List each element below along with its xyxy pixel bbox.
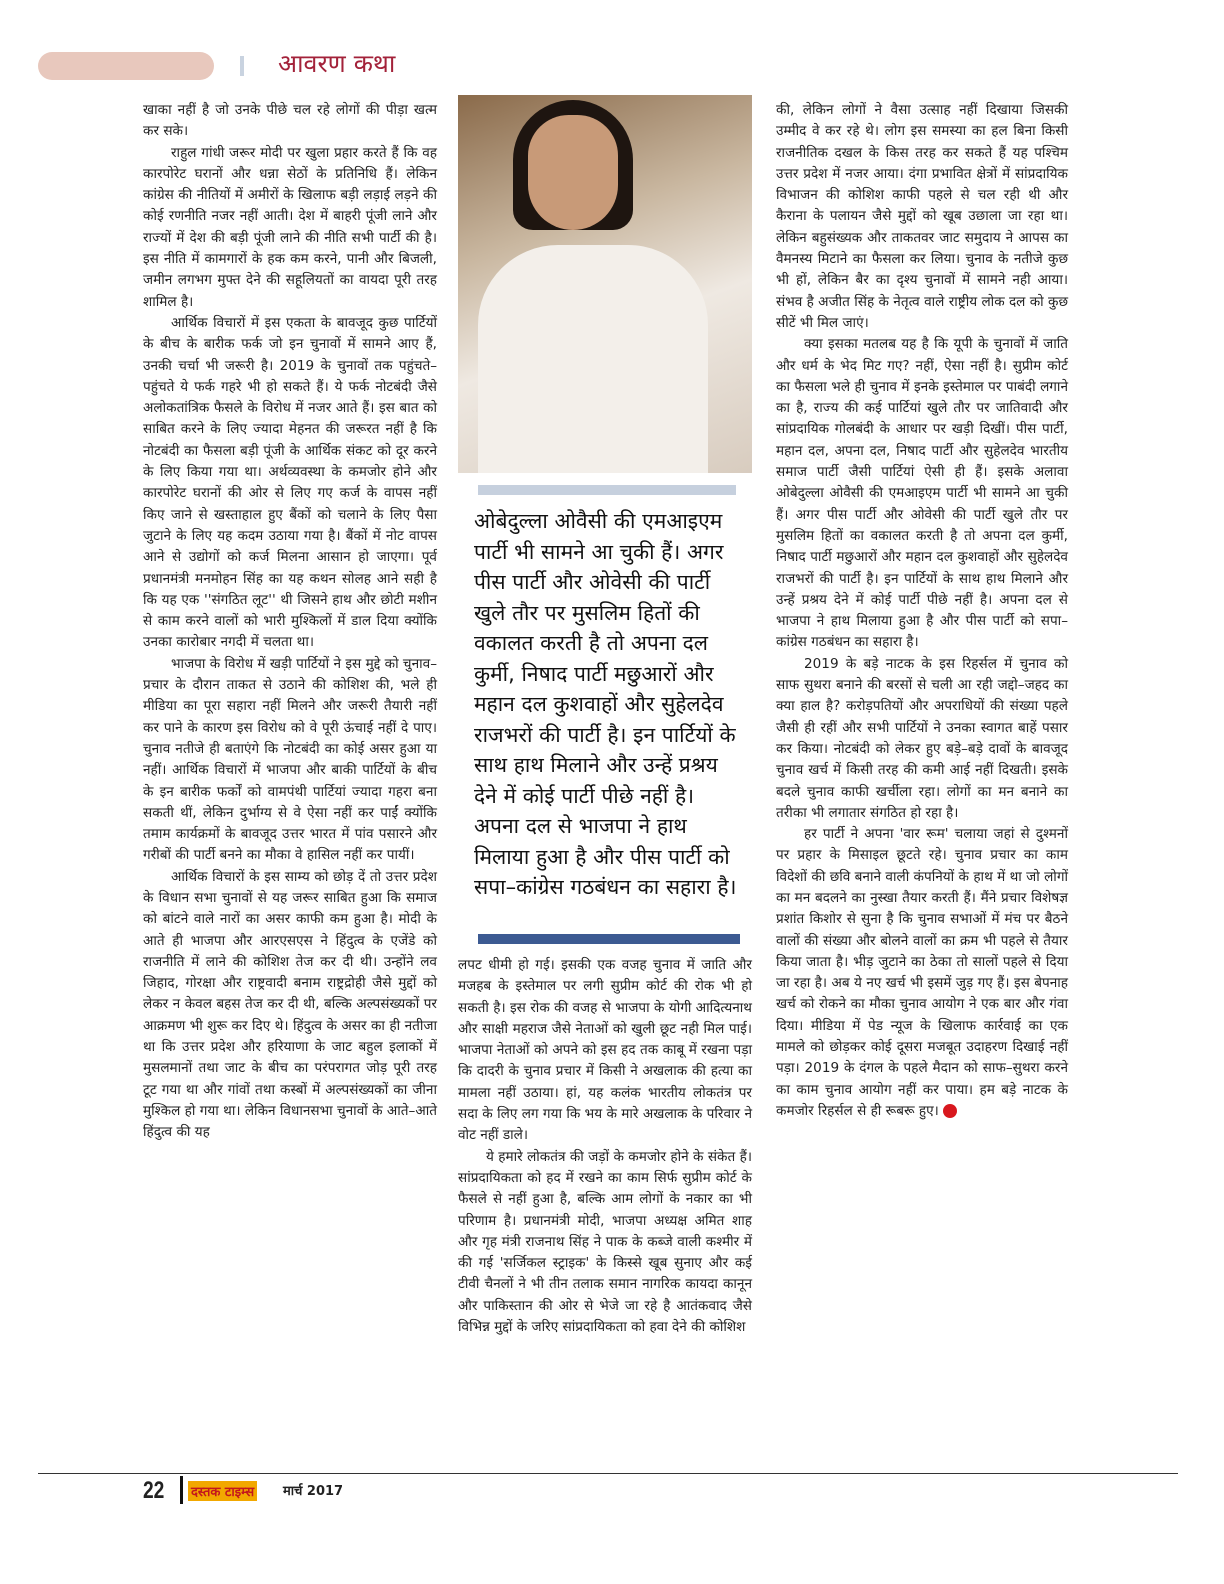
photo-face [528, 115, 618, 230]
page-number: 22 [143, 1477, 165, 1504]
footer-divider [180, 1476, 183, 1504]
paragraph: 2019 के बड़े नाटक के इस रिहर्सल में चुनाव को साफ सुथरा बनाने की बरसों से चली आ रही जद्दो–जहद का क्या हाल है? करोड़पतियों और अपराधियों की संख्या पहले जैसी ही रहीं और सभी पार्टियों ने उनका स्वागत बाहें पसार कर किया। नोटबंदी को लेकर हुए बड़े–बड़े दावों के बावजूद चुनाव खर्च में किसी तरह की कमी आई नहीं दिखती। इसके बदले चुनाव काफी खर्चीला रहा। लोगों का मन बनाने का तरीका भी लगातार संगठित हो रहा है। [776, 655, 1068, 821]
issue-date: मार्च 2017 [283, 1484, 344, 1499]
section-title: आवरण कथा [278, 49, 396, 78]
article-column-3 [776, 100, 1068, 1122]
pull-quote: ओबेदुल्ला ओवैसी की एमआइएम पार्टी भी सामने आ चुकी हैं। अगर पीस पार्टी और ओवेसी की पार्टी खुले तौर पर मुसलिम हितों की वकालत करती है तो अपना दल कुर्मी, निषाद पार्टी मछुआरों और महान दल कुशवाहों और सुहेलदेव राजभरों की पार्टी है। इन पार्टियों के साथ हाथ मिलाने और उन्हें प्रश्रय देने में कोई पार्टी पीछे नहीं है। अपना दल से भाजपा ने हाथ मिलाया हुआ है और पीस पार्टी को सपा–कांग्रेस गठबंधन का सहारा है। [474, 509, 737, 899]
magazine-logo: दस्तक टाइम्स [188, 1481, 257, 1501]
paragraph: आर्थिक विचारों में इस एकता के बावजूद कुछ पार्टियों के बीच के बारीक फर्क जो इन चुनावों में सामने आए हैं, उनकी चर्चा भी जरूरी है। 2019 के चुनावों तक पहुंचते–पहुंचते ये फर्क गहरे भी हो सकते हैं। ये फर्क नोटबंदी जैसे अलोकतांत्रिक फैसले के विरोध में नजर आते हैं। इस बात को साबित करने के लिए ज्यादा मेहनत की जरूरत नहीं है कि नोटबंदी का फैसला बड़ी पूंजी के आर्थिक संकट को दूर करने के लिए किया गया था। अर्थव्यवस्था के कमजोर होने और कारपोरेट घरानों की ओर से लिए गए कर्ज के वापस नहीं किए जाने से खस्ताहाल हुए बैंकों को चलाने के लिए पैसा जुटाने के लिए यह कदम उठाया गया है। बैंकों में नोट वापस आने से उद्योगों को कर्ज मिलना आसान हो जाएगा। पूर्व प्रधानमंत्री मनमोहन सिंह का यह कथन सोलह आने सही है कि यह एक ''संगठित लूट'' थी जिसने हाथ और छोटी मशीन से काम करने वालों को भारी मुश्किलों में डाल दिया क्योंकि उनका कारोबार नगदी में चलता था। [143, 314, 437, 651]
paragraph: आर्थिक विचारों के इस साम्य को छोड़ दें तो उत्तर प्रदेश के विधान सभा चुनावों से यह जरूर साबित हुआ कि समाज को बांटने वाले नारों का असर काफी कम हुआ है। मोदी के आते ही भाजपा और आरएसएस ने हिंदुत्व के एजेंडे को राजनीति में लाने की कोशिश तेज कर दी थी। उन्होंने लव जिहाद, गोरक्षा और राष्ट्रवादी बनाम राष्ट्रद्रोही जैसे मुद्दों को लेकर न केवल बहस तेज कर दी थी, बल्कि अल्पसंख्यकों पर आक्रमण भी शुरू कर दिए थे। हिंदुत्व के असर का ही नतीजा था कि उत्तर प्रदेश और हरियाणा के जाट बहुल इलाकों में मुसलमानों तथा जाट के बीच का परंपरागत जोड़ पूरी तरह टूट गया था और गांवों तथा कस्बों में अल्पसंख्यकों का जीना मुश्किल हो गया था। लेकिन विधानसभा चुनावों के आते–आते हिंदुत्व की यह [143, 868, 437, 1141]
article-column-2 [458, 955, 752, 1338]
paragraph: ये हमारे लोकतंत्र की जड़ों के कमजोर होने के संकेत हैं। सांप्रदायिकता को हद में रखने का काम सिर्फ सुप्रीम कोर्ट के फैसले से नहीं हुआ है, बल्कि आम लोगों के नकार का भी परिणाम है। प्रधानमंत्री मोदी, भाजपा अध्यक्ष अमित शाह और गृह मंत्री राजनाथ सिंह ने पाक के कब्जे वाली कश्मीर में की गई 'सर्जिकल स्ट्राइक' के किस्से खूब सुनाए और कई टीवी चैनलों ने भी तीन तलाक समान नागरिक कायदा कानून और पाकिस्तान की ओर से भेजे जा रहे है आतंकवाद जैसे विभिन्न मुद्दों के जरिए सांप्रदायिकता को हवा देने की कोशिश [458, 1148, 752, 1336]
paragraph: खाका नहीं है जो उनके पीछे चल रहे लोगों की पीड़ा खत्म कर सके। [143, 102, 437, 140]
paragraph [776, 824, 1068, 1122]
paragraph: लपट धीमी हो गई। इसकी एक वजह चुनाव में जाति और मजहब के इस्तेमाल पर लगी सुप्रीम कोर्ट की रोक भी हो सकती है। इस रोक की वजह से भाजपा के योगी आदित्यनाथ और साक्षी महराज जैसे नेताओं को खुली छूट नही मिल पाई। भाजपा नेताओं को अपने को इस हद तक काबू में रखना पड़ा कि दादरी के चुनाव प्रचार में किसी ने अखलाक की हत्या का मामला नहीं उठाया। हां, यह कलंक भारतीय लोकतंत्र पर सदा के लिए लग गया कि भय के मारे अखलाक के परिवार ने वोट नहीं डाले। [458, 957, 752, 1144]
photo-body [478, 245, 708, 473]
footer-rule [38, 1473, 1178, 1474]
header-divider [240, 56, 244, 76]
quote-top-rule [478, 485, 736, 495]
quote-bottom-rule [478, 934, 740, 944]
paragraph-text: हर पार्टी ने अपना 'वार रूम' चलाया जहां से दुश्मनों पर प्रहार के मिसाइल छूटते रहे। चुनाव प्रचार का काम विदेशों की छवि बनाने वाली कंपनियों के हाथ में था जो लोगों का मन बदलने का नुस्खा तैयार करती हैं। मैंने प्रचार विशेषज्ञ प्रशांत किशोर से सुना है कि चुनाव सभाओं में मंच पर बैठने वालों की संख्या और बोलने वालों का क्रम भी पहले से तैयार किया जाता है। भीड़ जुटाने का ठेका तो सालों पहले से दिया जा रहा है। अब ये नए खर्च भी इसमें जुड़ गए हैं। इस बेपनाह खर्च को रोकने का मौका चुनाव आयोग ने एक बार और गंवा दिया। मीडिया में पेड न्यूज के खिलाफ कार्रवाई का एक मामले को छोड़कर कोई दूसरा मजबूत उदाहरण दिखाई नहीं पड़ा। 2019 के दंगल के पहले मैदान को साफ–सुथरा करने का काम चुनाव आयोग नहीं कर पाया। हम बड़े नाटक के कमजोर रिहर्सल से ही रूबरू हुए। [776, 826, 1068, 1119]
paragraph: राहुल गांधी जरूर मोदी पर खुला प्रहार करते हैं कि वह कारपोरेट घरानों और धन्ना सेठों के प्रतिनिधि हैं। लेकिन कांग्रेस की नीतियों में अमीरों के खिलाफ बड़ी लड़ाई लड़ने की कोई रणनीति नजर नहीं आती। देश में बाहरी पूंजी लाने और राज्यों में देश की बड़ी पूंजी लाने की नीति सभी पार्टी की है। इस नीति में कामगारों के हक कम करने, पानी और बिजली, जमीन लगभग मुफ्त देने की सहूलियतों का वायदा पूरी तरह शामिल है। [143, 144, 437, 310]
header-decoration [38, 52, 214, 80]
paragraph: भाजपा के विरोध में खड़ी पार्टियों ने इस मुद्दे को चुनाव–प्रचार के दौरान ताकत से उठाने की कोशिश की, भले ही मीडिया का पूरा सहारा नहीं मिलने और जरूरी तैयारी नहीं कर पाने के कारण इस विरोध को वे पूरी ऊंचाई नहीं दे पाए। चुनाव नतीजे ही बताएंगे कि नोटबंदी का कोई असर हुआ या नहीं। आर्थिक विचारों में भाजपा और बाकी पार्टियों के बीच के इन बारीक फर्कों को वामपंथी पार्टियां ज्यादा गहरा बना सकती थीं, लेकिन दुर्भाग्य से वे ऐसा नहीं कर पाईं क्योंकि तमाम कार्यक्रमों के बावजूद उत्तर भारत में पांव पसारने और गरीबों की पार्टी बनने का मौका वे हासिल नहीं कर पायीं। [143, 655, 437, 864]
portrait-photo [458, 95, 752, 473]
paragraph: की, लेकिन लोगों ने वैसा उत्साह नहीं दिखाया जिसकी उम्मीद वे कर रहे थे। लोग इस समस्या का हल बिना किसी राजनीतिक दखल के किस तरह कर सकते हैं यह पश्चिम उत्तर प्रदेश में नजर आया। दंगा प्रभावित क्षेत्रों में सांप्रदायिक विभाजन की कोशिश काफी पहले से चल रही थी और कैराना के पलायन जैसे मुद्दों को खूब उछाला जा रहा था। लेकिन बहुसंख्यक और ताकतवर जाट समुदाय ने आपस का वैमनस्य मिटाने का फैसला कर लिया। चुनाव के नतीजे कुछ भी हों, लेकिन बैर का दृश्य चुनावों में सामने नही आया। संभव है अजीत सिंह के नेतृत्व वाले राष्ट्रीय लोक दल को कुछ सीटें भी मिल जाएं। [776, 102, 1068, 331]
paragraph: क्या इसका मतलब यह है कि यूपी के चुनावों में जाति और धर्म के भेद मिट गए? नहीं, ऐसा नहीं है। सुप्रीम कोर्ट का फैसला भले ही चुनाव में इनके इस्तेमाल पर पाबंदी लगाने का है, राज्य की कई पार्टियां खुले तौर पर जातिवादी और सांप्रदायिक गोलबंदी के आधार पर खड़ी दिखीं। पीस पार्टी, महान दल, अपना दल, निषाद पार्टी और सुहेलदेव भारतीय समाज पार्टी जैसी पार्टियां ऐसी ही हैं। इसके अलावा ओबेदुल्ला ओवैसी की एमआइएम पार्टी भी सामने आ चुकी हैं। अगर पीस पार्टी और ओवेसी की पार्टी खुले तौर पर मुसलिम हितों का वकालत करती है तो अपना दल कुर्मी, निषाद पार्टी मछुआरों और महान दल कुशवाहों और सुहेलदेव राजभरों की पार्टी है। इन पार्टियों के साथ हाथ मिलाने और उन्हें प्रश्रय देने में कोई पार्टी पीछे नहीं है। अपना दल से भाजपा ने हाथ मिलाया हुआ है और पीस पार्टी को सपा–कांग्रेस गठबंधन का सहारा है। [776, 336, 1068, 651]
end-mark-icon [943, 1104, 957, 1118]
article-column-1 [143, 100, 437, 1144]
